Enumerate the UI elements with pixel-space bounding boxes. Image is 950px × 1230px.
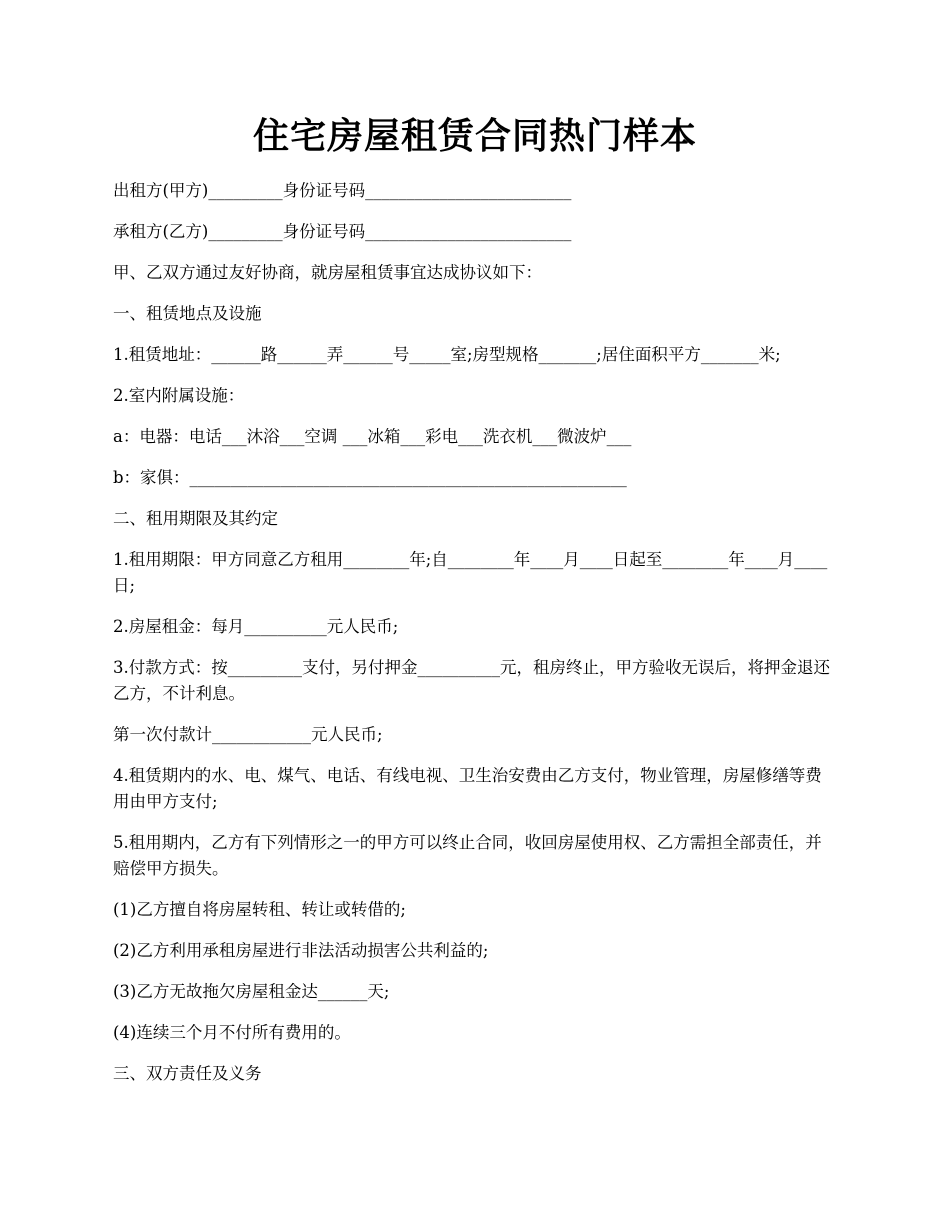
section-heading-3: 三、双方责任及义务 [113, 1064, 262, 1083]
clause-facilities: 2.室内附属设施： [113, 386, 245, 405]
clause-termination: 5.租用期内，乙方有下列情形之一的甲方可以终止合同，收回房屋使用权、乙方需担全部责任，并赔偿甲方损失。 [113, 833, 822, 878]
termination-item-4: (4)连续三个月不付所有费用的。 [113, 1023, 351, 1042]
clause-payment: 3.付款方式：按_________支付，另付押金__________元，租房终止，甲方验收无误后，将押金退还乙方，不计利息。 [113, 658, 830, 703]
party-b-line: 承租方(乙方)_________身份证号码_________________________ [113, 222, 572, 241]
clause-appliances: a：电器：电话___沐浴___空调 ___冰箱___彩电___洗衣机___微波炉___ [113, 427, 632, 446]
termination-item-3: (3)乙方无故拖欠房屋租金达______天; [113, 982, 390, 1001]
clause-furniture: b：家俱：_____________________________________________________ [113, 468, 627, 487]
document-title: 住宅房屋租赁合同热门样本 [252, 115, 697, 157]
document-body [113, 178, 837, 1102]
termination-item-1: (1)乙方擅自将房屋转租、转让或转借的; [113, 900, 406, 919]
clause-address: 1.租赁地址：______路______弄______号_____室;房型规格_______;居住面积平方_______米; [113, 345, 781, 364]
clause-term: 1.租用期限：甲方同意乙方租用________年;自________年____月____日起至________年____月____日; [113, 550, 828, 595]
section-heading-2: 二、租用期限及其约定 [113, 509, 278, 528]
clause-utilities: 4.租赁期内的水、电、煤气、电话、有线电视、卫生治安费由乙方支付，物业管理，房屋修缮等费用由甲方支付; [113, 766, 822, 811]
clause-first-payment: 第一次付款计____________元人民币; [113, 725, 383, 744]
clause-rent: 2.房屋租金：每月__________元人民币; [113, 617, 399, 636]
agreement-intro: 甲、乙双方通过友好协商，就房屋租赁事宜达成协议如下： [113, 263, 542, 282]
termination-item-2: (2)乙方利用承租房屋进行非法活动损害公共利益的; [113, 941, 489, 960]
party-a-line: 出租方(甲方)_________身份证号码_________________________ [113, 181, 572, 200]
section-heading-1: 一、租赁地点及设施 [113, 304, 262, 323]
